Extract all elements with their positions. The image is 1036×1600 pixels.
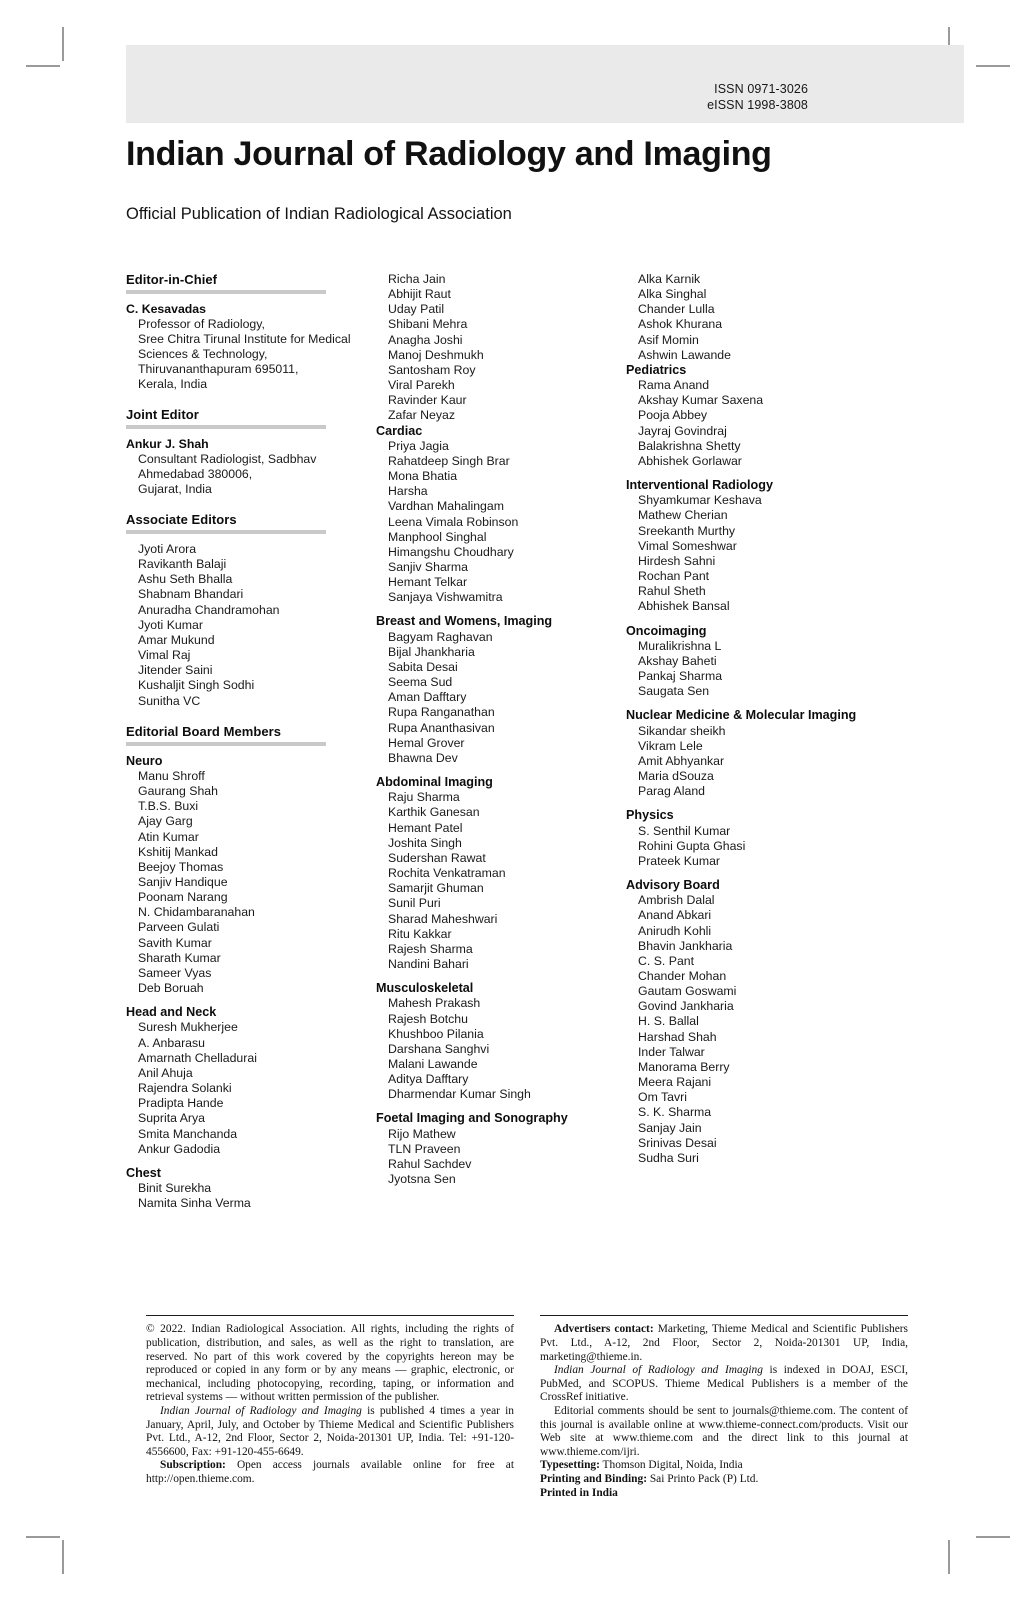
list-item: Beejoy Thomas xyxy=(138,859,224,874)
specialty-heading: Chest xyxy=(126,1165,161,1180)
editor-in-chief-name: C. Kesavadas xyxy=(126,302,206,316)
specialty-heading: Neuro xyxy=(126,753,163,768)
list-item: Hemant Telkar xyxy=(388,575,468,590)
page-footer xyxy=(146,1315,908,1500)
list-item: Pradipta Hande xyxy=(138,1096,224,1111)
list-item: Bijal Jhankharia xyxy=(388,644,475,659)
spacer xyxy=(626,869,916,878)
journal-masthead-page xyxy=(126,0,910,1600)
list-item: Seema Sud xyxy=(388,675,453,690)
list-item: Hemal Grover xyxy=(388,735,465,750)
list-item: Manphool Singhal xyxy=(388,529,487,544)
editorial-board-heading: Editorial Board Members xyxy=(126,723,282,739)
typesetting-paragraph xyxy=(540,1459,908,1473)
list-item: Namita Sinha Verma xyxy=(138,1196,251,1211)
spacer xyxy=(626,615,916,624)
spacer xyxy=(626,699,916,708)
list-item: Poonam Narang xyxy=(138,890,228,905)
list-item: Priya Jagia xyxy=(388,438,449,453)
list-item: Rahul Sachdev xyxy=(388,1156,472,1171)
crop-mark-bottom-left-horizontal xyxy=(26,1536,60,1538)
list-item: Manorama Berry xyxy=(638,1059,730,1074)
list-item: Jitender Saini xyxy=(138,663,213,678)
list-item: Raju Sharma xyxy=(388,790,460,805)
list-item: Amar Mukund xyxy=(138,632,215,647)
list-item: Sreekanth Murthy xyxy=(638,523,736,538)
printing-paragraph xyxy=(540,1473,908,1487)
list-item: Leena Vimala Robinson xyxy=(388,514,519,529)
list-item: Sanjiv Sharma xyxy=(388,560,468,575)
list-item: Parveen Gulati xyxy=(138,920,220,935)
list-item: Manu Shroff xyxy=(138,768,205,783)
list-item: Vikram Lele xyxy=(638,738,703,753)
specialty-member-list xyxy=(126,1181,376,1211)
joint-editor-affiliation xyxy=(126,452,376,497)
list-item: Sanjay Jain xyxy=(638,1120,702,1135)
spacer xyxy=(376,1102,626,1111)
crop-mark-bottom-left-vertical xyxy=(62,1540,64,1574)
list-item: Harshad Shah xyxy=(638,1029,717,1044)
list-item: Mona Bhatia xyxy=(388,469,458,484)
list-item: Akshay Kumar Saxena xyxy=(638,393,764,408)
indexing-rest: is indexed in DOAJ, ESCI, PubMed, and SCOPUS. Thieme Medical Publishers is a member of the CrossRef initiative. xyxy=(540,1364,908,1404)
list-item: Ajay Garg xyxy=(138,814,193,829)
list-item: Harsha xyxy=(388,484,428,499)
list-item: Samarjit Ghuman xyxy=(388,881,484,896)
list-item: Akshay Baheti xyxy=(638,653,717,668)
specialty-member-list xyxy=(376,996,626,1102)
list-item: Mahesh Prakash xyxy=(388,996,481,1011)
list-item: Rama Anand xyxy=(638,378,710,393)
list-item: Rahatdeep Singh Brar xyxy=(388,453,510,468)
crop-mark-top-right-horizontal xyxy=(976,65,1010,67)
list-item: Aman Dafftary xyxy=(388,690,467,705)
list-item: Jayraj Govindraj xyxy=(638,423,727,438)
list-item: Jyoti Kumar xyxy=(138,617,203,632)
list-item: Anirudh Kohli xyxy=(638,923,712,938)
heading-rule xyxy=(126,425,326,429)
advertisers-text: Marketing, Thieme Medical and Scientific Publishers Pvt. Ltd., A-12, 2nd Floor, Sector 2, Noida-201301 UP, India, marketing@thieme.in. xyxy=(540,1323,908,1363)
editorial-board-block xyxy=(126,724,376,1212)
editor-in-chief-heading: Editor-in-Chief xyxy=(126,272,218,287)
text-line: Kerala, India xyxy=(138,377,208,391)
indexing-paragraph xyxy=(540,1364,908,1405)
journal-name-italic: Indian Journal of Radiology and Imaging xyxy=(554,1364,763,1377)
list-item: Sudershan Rawat xyxy=(388,850,486,865)
list-item: Shyamkumar Keshava xyxy=(638,493,762,508)
specialty-member-list xyxy=(126,769,376,996)
issn-band xyxy=(126,45,964,123)
list-item: Amarnath Chelladurai xyxy=(138,1050,257,1065)
list-item: Muralikrishna L xyxy=(638,638,722,653)
specialty-member-list xyxy=(376,439,626,606)
list-item: Savith Kumar xyxy=(138,935,212,950)
list-item: Dharmendar Kumar Singh xyxy=(388,1087,531,1102)
list-item: Alka Singhal xyxy=(638,287,707,302)
list-item: Jyoti Arora xyxy=(138,542,197,556)
spacer xyxy=(126,392,376,407)
list-item: Asif Momin xyxy=(638,332,699,347)
spacer xyxy=(626,799,916,808)
list-item: Anuradha Chandramohan xyxy=(138,602,280,617)
footer-divider-right xyxy=(540,1315,908,1316)
list-item: Kushaljit Singh Sodhi xyxy=(138,678,255,693)
list-item: Gaurang Shah xyxy=(138,784,218,799)
specialty-member-list xyxy=(376,790,626,972)
column2-sections xyxy=(376,424,626,1188)
list-item: Vimal Raj xyxy=(138,648,191,663)
list-item: Kshitij Mankad xyxy=(138,844,218,859)
journal-title: Indian Journal of Radiology and Imaging xyxy=(126,135,772,173)
editorial-comments-paragraph: Editorial comments should be sent to journals@thieme.com. The content of this journal is available online at www.thieme-connect.com/products. Visit our Web site at www.thieme.com and the direct link to this journal at www.thieme.com/ijri. xyxy=(540,1404,908,1458)
list-item: Maria dSouza xyxy=(638,769,714,784)
list-item: Santosham Roy xyxy=(388,362,476,377)
list-item: Hirdesh Sahni xyxy=(638,553,716,568)
list-item: Richa Jain xyxy=(388,272,446,286)
editorial-board-sections xyxy=(126,754,376,1212)
board-column-1 xyxy=(126,272,376,1211)
list-item: Abhishek Bansal xyxy=(638,599,730,614)
list-item: Pankaj Sharma xyxy=(638,669,723,684)
spacer xyxy=(126,996,376,1005)
list-item: Rijo Mathew xyxy=(388,1126,456,1141)
list-item: Aditya Dafftary xyxy=(388,1072,469,1087)
advertisers-label: Advertisers contact: xyxy=(554,1323,654,1336)
list-item: Nandini Bahari xyxy=(388,957,469,972)
list-item: Chander Mohan xyxy=(638,969,727,983)
list-item: C. S. Pant xyxy=(638,953,695,968)
list-item: Mathew Cherian xyxy=(638,508,728,523)
specialty-member-list xyxy=(626,639,916,700)
list-item: Smita Manchanda xyxy=(138,1126,238,1141)
list-item: Ashwin Lawande xyxy=(638,347,731,362)
subscription-label: Subscription: xyxy=(160,1459,226,1472)
list-item: Rajesh Botchu xyxy=(388,1011,468,1026)
text-line: Thiruvananthapuram 695011, xyxy=(138,362,299,376)
spacer xyxy=(376,972,626,981)
list-item: Rahul Sheth xyxy=(638,584,706,599)
issn-print: ISSN 0971-3026 xyxy=(714,82,808,96)
list-item: Zafar Neyaz xyxy=(388,408,455,423)
list-item: Khushboo Pilania xyxy=(388,1026,484,1041)
heading-rule xyxy=(126,530,326,534)
specialty-heading: Head and Neck xyxy=(126,1005,217,1020)
text-line: Ahmedabad 380006, xyxy=(138,467,253,481)
list-item: Abhijit Raut xyxy=(388,287,451,302)
list-item: Karthik Ganesan xyxy=(388,805,480,820)
issn-electronic: eISSN 1998-3808 xyxy=(707,97,808,112)
specialty-heading: Foetal Imaging and Sonography xyxy=(376,1111,568,1126)
journal-name-italic: Indian Journal of Radiology and Imaging xyxy=(160,1404,362,1417)
list-item: Sharad Maheshwari xyxy=(388,911,498,926)
list-item: TLN Praveen xyxy=(388,1141,461,1156)
list-item: Anand Abkari xyxy=(638,908,712,923)
list-item: Ashu Seth Bhalla xyxy=(138,572,233,587)
specialty-heading: Nuclear Medicine & Molecular Imaging xyxy=(626,708,857,723)
specialty-member-list xyxy=(376,630,626,766)
list-item: Sameer Vyas xyxy=(138,965,212,980)
list-item: Sunitha VC xyxy=(138,693,201,708)
text-line: Sree Chitra Tirunal Institute for Medical xyxy=(138,332,351,346)
associate-editors-block xyxy=(126,512,376,709)
specialty-member-list xyxy=(626,493,916,614)
crop-mark-top-left-horizontal xyxy=(26,65,60,67)
list-item: Alka Karnik xyxy=(638,272,701,286)
list-item: Bhavin Jankharia xyxy=(638,938,733,953)
spacer xyxy=(376,766,626,775)
spacer xyxy=(626,469,916,478)
list-item: Chander Lulla xyxy=(638,302,715,317)
list-item: Uday Patil xyxy=(388,302,445,317)
issn-block xyxy=(707,82,808,113)
joint-editor-heading: Joint Editor xyxy=(126,407,199,422)
list-item: Deb Boruah xyxy=(138,981,204,996)
text-line: Gujarat, India xyxy=(138,482,212,496)
list-item: Ravikanth Balaji xyxy=(138,557,227,572)
text-line: Professor of Radiology, xyxy=(138,317,265,331)
column3-continued-list xyxy=(626,272,916,363)
crop-mark-bottom-right-vertical xyxy=(948,1540,950,1574)
printed-in-label: Printed in India xyxy=(540,1486,618,1499)
list-item: Balakrishna Shetty xyxy=(638,438,741,453)
list-item: Rupa Ananthasivan xyxy=(388,720,495,735)
list-item: Ankur Gadodia xyxy=(138,1141,221,1156)
list-item: Suprita Arya xyxy=(138,1111,205,1126)
specialty-member-list xyxy=(126,1020,376,1156)
list-item: Rochan Pant xyxy=(638,569,710,584)
list-item: Joshita Singh xyxy=(388,835,462,850)
specialty-heading: Cardiac xyxy=(376,423,423,438)
list-item: Bhawna Dev xyxy=(388,750,458,765)
printed-in-paragraph xyxy=(540,1487,908,1501)
specialty-heading: Interventional Radiology xyxy=(626,478,773,493)
frequency-paragraph xyxy=(146,1405,514,1459)
list-item: Sharath Kumar xyxy=(138,950,221,965)
list-item: Abhishek Gorlawar xyxy=(638,453,742,468)
associate-editors-heading: Associate Editors xyxy=(126,512,237,527)
advertisers-paragraph xyxy=(540,1323,908,1364)
specialty-member-list xyxy=(626,893,916,1166)
list-item: Sunil Puri xyxy=(388,896,441,911)
joint-editor-name: Ankur J. Shah xyxy=(126,437,209,451)
list-item: Atin Kumar xyxy=(138,829,199,844)
typesetting-label: Typesetting: xyxy=(540,1459,600,1472)
list-item: Inder Talwar xyxy=(638,1044,705,1059)
list-item: Sabita Desai xyxy=(388,660,458,674)
editor-in-chief-affiliation xyxy=(126,317,376,392)
copyright-paragraph: © 2022. Indian Radiological Association. All rights, including the rights of publication, distribution, and sales, as well as the right to translation, are reserved. No part of this work covered by the copyrights hereon may be reproduced or copied in any form or by any means — graphic, electronic, or mechanical, including photocopying, recording, taping, or information and retrieval systems — without written permission of the publisher. xyxy=(146,1323,514,1404)
list-item: Parag Aland xyxy=(638,784,706,799)
list-item: Anil Ahuja xyxy=(138,1065,193,1080)
list-item: Manoj Deshmukh xyxy=(388,347,484,362)
specialty-heading: Musculoskeletal xyxy=(376,981,474,996)
list-item: Ravinder Kaur xyxy=(388,393,467,408)
spacer xyxy=(126,1157,376,1166)
list-item: A. Anbarasu xyxy=(138,1035,205,1050)
list-item: Darshana Sanghvi xyxy=(388,1041,490,1056)
list-item: Ritu Kakkar xyxy=(388,926,452,941)
joint-editor-block xyxy=(126,407,376,497)
list-item: Ambrish Dalal xyxy=(638,893,715,908)
list-item: Rajesh Sharma xyxy=(388,941,473,956)
subscription-paragraph xyxy=(146,1459,514,1486)
list-item: Prateek Kumar xyxy=(638,853,721,868)
list-item: Vimal Someshwar xyxy=(638,538,737,553)
list-item: Bagyam Raghavan xyxy=(388,629,493,644)
list-item: Suresh Mukherjee xyxy=(138,1020,238,1035)
specialty-heading: Abdominal Imaging xyxy=(376,775,493,790)
list-item: Sikandar sheikh xyxy=(638,723,726,738)
printing-label: Printing and Binding: xyxy=(540,1472,647,1485)
list-item: Meera Rajani xyxy=(638,1075,712,1090)
associate-editors-list xyxy=(126,542,376,709)
footer-divider-left xyxy=(146,1315,514,1316)
editorial-board-columns xyxy=(126,272,916,1211)
crop-mark-top-left-vertical xyxy=(62,27,64,61)
frequency-rest: is published 4 times a year in January, April, July, and October by Thieme Medical and Scientific Publishers Pvt. Ltd., A-12, 2nd Floor, Sector 2, Noida-201301 UP, India. Tel: +91-120-4556600, Fax: +91-120-455-6649. xyxy=(146,1404,514,1458)
list-item: Om Tavri xyxy=(638,1090,687,1105)
specialty-heading: Oncoimaging xyxy=(626,623,707,638)
list-item: S. Senthil Kumar xyxy=(638,823,731,838)
list-item: S. K. Sharma xyxy=(638,1105,712,1120)
list-item: Jyotsna Sen xyxy=(388,1172,456,1187)
list-item: Rohini Gupta Ghasi xyxy=(638,838,746,853)
list-item: Malani Lawande xyxy=(388,1057,478,1071)
specialty-heading: Physics xyxy=(626,808,674,823)
list-item: Sanjiv Handique xyxy=(138,875,228,890)
list-item: Rochita Venkatraman xyxy=(388,866,506,881)
heading-rule xyxy=(126,290,326,294)
list-item: Rajendra Solanki xyxy=(138,1081,232,1096)
footer-left-column xyxy=(146,1315,514,1500)
list-item: Gautam Goswami xyxy=(638,984,737,999)
heading-rule xyxy=(126,742,326,746)
chest-continued-list xyxy=(376,272,626,424)
list-item: Himangshu Choudhary xyxy=(388,544,514,559)
specialty-member-list xyxy=(626,378,916,469)
list-item: Rupa Ranganathan xyxy=(388,705,495,720)
list-item: T.B.S. Buxi xyxy=(138,799,199,814)
column3-sections xyxy=(626,363,916,1166)
list-item: Anagha Joshi xyxy=(388,332,463,347)
specialty-member-list xyxy=(626,724,916,800)
list-item: Viral Parekh xyxy=(388,378,455,393)
list-item: Saugata Sen xyxy=(638,684,710,699)
list-item: Shibani Mehra xyxy=(388,317,468,332)
board-column-2 xyxy=(376,272,626,1211)
subscription-text: Open access journals available online for free at http://open.thieme.com. xyxy=(146,1459,514,1485)
specialty-member-list xyxy=(626,824,916,869)
list-item: Hemant Patel xyxy=(388,820,463,835)
printing-text: Sai Printo Pack (P) Ltd. xyxy=(646,1472,759,1485)
list-item: Srinivas Desai xyxy=(638,1135,717,1150)
list-item: Sudha Suri xyxy=(638,1150,699,1165)
list-item: Govind Jankharia xyxy=(638,999,734,1014)
text-line: Sciences & Technology, xyxy=(138,347,268,361)
journal-subtitle: Official Publication of Indian Radiological Association xyxy=(126,205,512,223)
text-line: Consultant Radiologist, Sadbhav xyxy=(138,452,317,466)
specialty-heading: Advisory Board xyxy=(626,878,720,893)
list-item: Ashok Khurana xyxy=(638,317,723,332)
list-item: Amit Abhyankar xyxy=(638,753,725,768)
specialty-heading: Breast and Womens, Imaging xyxy=(376,614,553,629)
specialty-heading: Pediatrics xyxy=(626,362,687,377)
footer-right-column xyxy=(540,1315,908,1500)
board-column-3 xyxy=(626,272,916,1211)
spacer xyxy=(126,709,376,724)
list-item: Pooja Abbey xyxy=(638,408,708,423)
specialty-member-list xyxy=(376,1127,626,1188)
crop-mark-bottom-right-horizontal xyxy=(976,1536,1010,1538)
spacer xyxy=(376,605,626,614)
list-item: Binit Surekha xyxy=(138,1181,212,1196)
editor-in-chief-block xyxy=(126,272,376,392)
list-item: Sanjaya Vishwamitra xyxy=(388,590,503,605)
spacer xyxy=(126,497,376,512)
list-item: Shabnam Bhandari xyxy=(138,587,244,602)
typesetting-text: Thomson Digital, Noida, India xyxy=(599,1459,743,1472)
list-item: N. Chidambaranahan xyxy=(138,905,255,920)
list-item: H. S. Ballal xyxy=(638,1014,699,1029)
list-item: Vardhan Mahalingam xyxy=(388,499,504,514)
